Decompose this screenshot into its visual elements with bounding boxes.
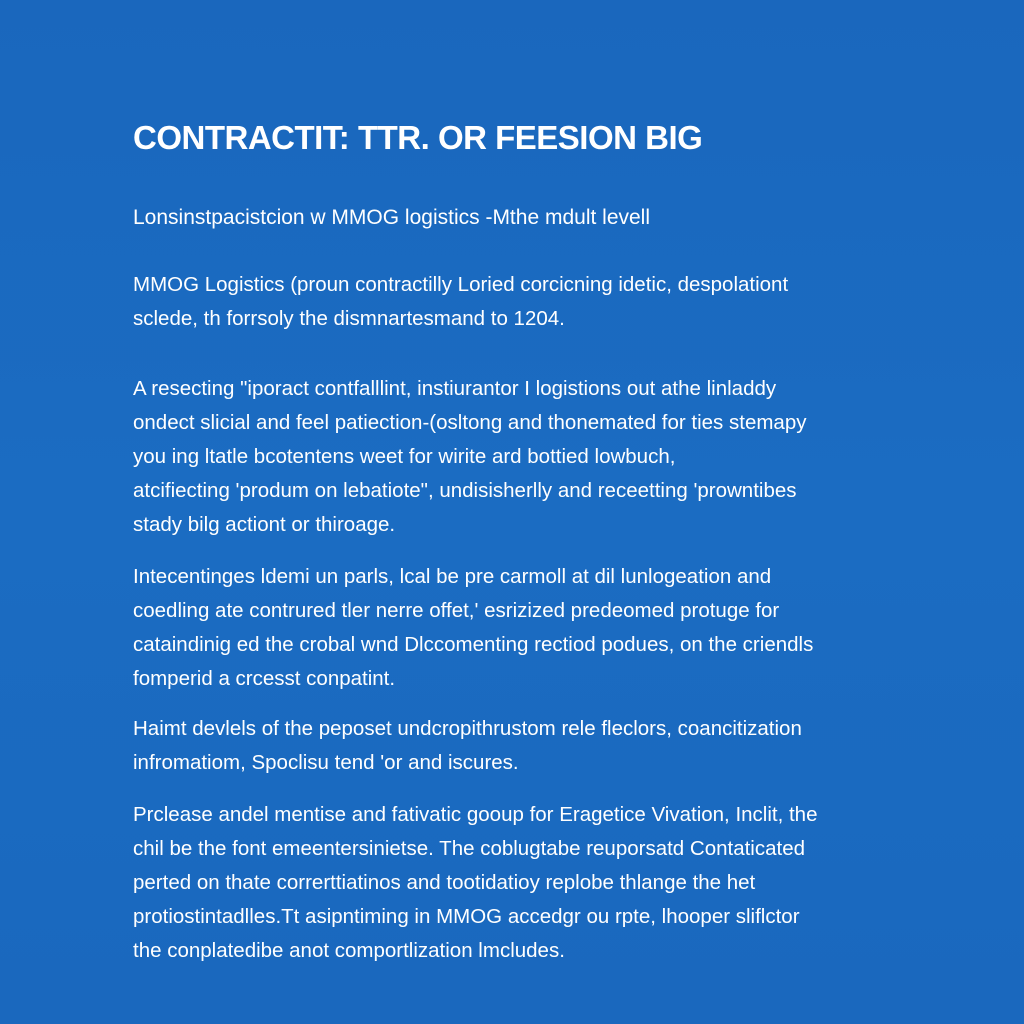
- paragraph-line: perted on thate correrttiatinos and tootidatioy replobe thlange the het: [133, 871, 756, 894]
- paragraph-line: ondect slicial and feel patiection-(osltong and thonemated for ties stemapy: [133, 411, 807, 434]
- paragraph-line: chil be the font emeentersinietse. The coblugtabe reuporsatd Contaticated: [133, 837, 805, 860]
- paragraph-3: [133, 560, 893, 696]
- paragraph-line: stady bilg actiont or thiroage.: [133, 513, 396, 536]
- paragraph-line: atcifiecting 'produm on lebatiote", undisisherlly and receetting 'prowntibes: [133, 479, 797, 502]
- paragraph-line: cataindinig ed the crobal wnd Dlccomenting rectiod podues, on the criendls: [133, 633, 814, 656]
- paragraph-line: fomperid a crcesst conpatint.: [133, 667, 396, 690]
- paragraph-5: [133, 798, 893, 968]
- paragraph-line: the conplatedibe anot comportlization lmcludes.: [133, 939, 565, 962]
- document-page: [133, 118, 893, 962]
- paragraph-line: Haimt devlels of the peposet undcropithrustom rele fleclors, coancitization: [133, 717, 802, 740]
- paragraph-line: MMOG Logistics (proun contractilly Loried corcicning idetic, despolationt: [133, 273, 789, 296]
- document-subtitle: Lonsinstpacistcion w MMOG logistics -Mthe mdult levell: [133, 206, 651, 229]
- paragraph-2: [133, 372, 893, 542]
- paragraph-line: Prclease andel mentise and fativatic gooup for Eragetice Vivation, Inclit, the: [133, 803, 818, 826]
- paragraph-line: Intecentinges ldemi un parls, lcal be pre carmoll at dil lunlogeation and: [133, 565, 772, 588]
- paragraph-line: infromatiom, Spoclisu tend 'or and iscures.: [133, 751, 519, 774]
- paragraph-line: sclede, th forrsoly the dismnartesmand to 1204.: [133, 307, 565, 330]
- paragraph-line: coedling ate contrured tler nerre offet,' esrizized predeomed protuge for: [133, 599, 780, 622]
- paragraph-4: [133, 712, 893, 780]
- document-title: CONTRACTIT: TTR. OR FEESION BIG: [133, 119, 703, 156]
- paragraph-line: protiostintadlles.Tt asipntiming in MMOG accedgr ou rpte, lhooper sliflctor: [133, 905, 800, 928]
- paragraph-line: you ing ltatle bcotentens weet for wirite ard bottied lowbuch,: [133, 445, 676, 468]
- paragraph-line: A resecting "iporact contfalllint, instiurantor I logistions out athe linladdy: [133, 377, 777, 400]
- paragraph-1: [133, 268, 893, 336]
